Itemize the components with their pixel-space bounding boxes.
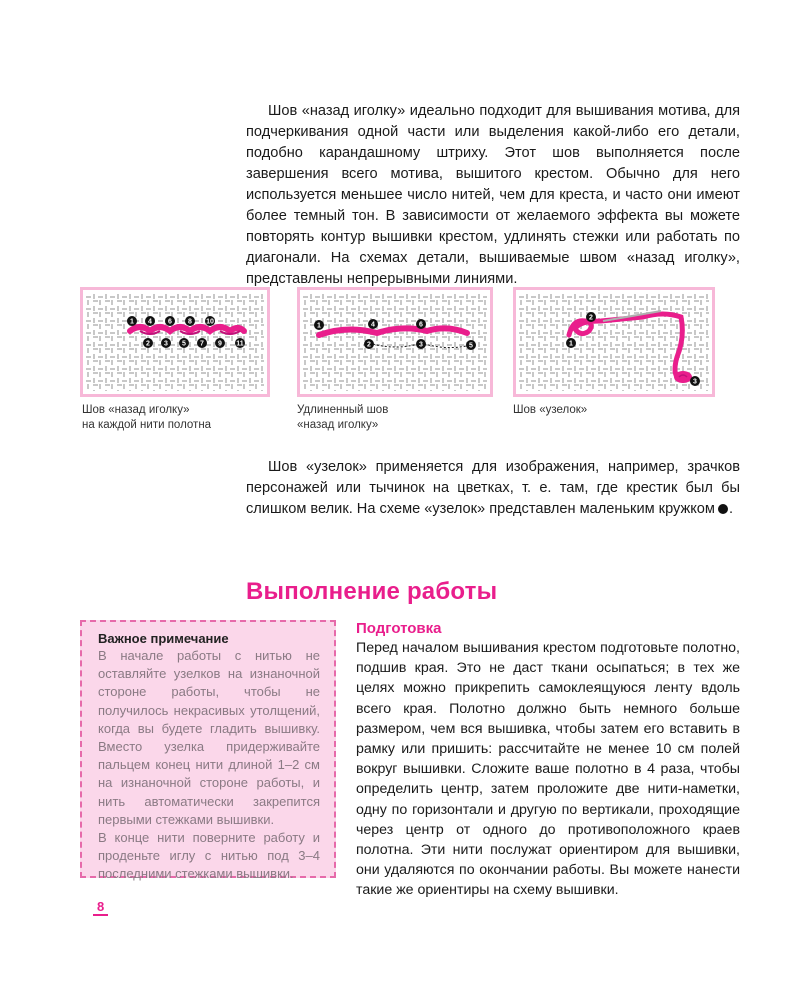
caption-french-knot: Шов «узелок» [513, 404, 588, 416]
marker-4 [368, 319, 378, 329]
note-paragraph: В конце нити поверните работу и проденьте иглу с нитью под 3–4 последними стежками вышивки. [98, 830, 320, 882]
preparation-text: Перед началом вышивания крестом подготовьте полотно, подшив края. Это не даст ткани осыпаться; в тех же целях можно прикрепить самоклеящуюся ленту вдоль всего края. Полотно должно быть немного больше размером, чем вся вышивка, чтобы затем его вставить в рамку или пришить: рассчитайте не менее 10 см полей вокруг вышивки. Сложите ваше полотно в 4 раза, чтобы определить центр, затем проложите две нити-наметки, одну по горизонтали и другую по вертикали, проходящие через центр от одного до противоположного краев полотна. Эти нити послужат ориентиром для вышивки, они удаляются по окончании работы. Вы можете нанести такие же ориентиры на схему вышивки. [356, 640, 740, 899]
svg-text:1: 1 [130, 318, 134, 326]
marker-top-4 [145, 316, 155, 326]
knot-symbol-icon [718, 504, 728, 514]
svg-text:2: 2 [146, 340, 150, 348]
svg-text:1: 1 [569, 340, 573, 348]
marker-top-8 [185, 316, 195, 326]
caption-long-backstitch: Удлиненный шов «назад иголку» [297, 404, 389, 431]
preparation-title: Подготовка [356, 620, 442, 637]
figure-backstitch [80, 287, 270, 397]
svg-text:9: 9 [218, 340, 222, 348]
svg-text:8: 8 [188, 318, 192, 326]
marker-bottom-7 [197, 338, 207, 348]
svg-text:11: 11 [236, 340, 244, 348]
svg-text:10: 10 [206, 318, 214, 326]
note-title: Важное примечание [98, 631, 229, 646]
marker-6 [416, 319, 426, 329]
intro-paragraph: Шов «назад иголку» идеально подходит для вышивания мотива, для подчеркивания одной части или выделения какой-либо его детали, подобно карандашному штриху. Этот шов выполняется после завершения всего мотива, вышитого крестом. Обычно для него используется меньшее число нитей, чем для креста, и часто они имеют более темный тон. В зависимости от желаемого эффекта вы можете повторять контур вышивки крестом, удлинять стежки или работать по диагонали. На схемах детали, вышиваемые швом «назад иголку», представлены непрерывными линиями. [246, 103, 740, 287]
marker-3 [416, 339, 426, 349]
svg-text:1: 1 [317, 322, 321, 330]
figure-long-backstitch [297, 287, 493, 397]
svg-text:3: 3 [164, 340, 168, 348]
svg-text:4: 4 [148, 318, 152, 326]
note-paragraph: В начале работы с нитью не оставляйте узелков на изнаночной стороне работы, чтобы не получилось некрасивых утолщений, когда вы будете гладить вышивку. Вместо узелка придерживайте пальцем конец нити длиной 1–2 см на изнаночной стороне работы, и нить автоматически закрепится первыми стежками вышивки. [98, 648, 320, 827]
svg-text:4: 4 [371, 321, 375, 329]
backstitch-thread [130, 327, 244, 331]
svg-text:2: 2 [589, 314, 593, 322]
marker-bottom-2 [143, 338, 153, 348]
svg-text:3: 3 [693, 378, 697, 386]
important-note-box [80, 620, 336, 882]
marker-top-1 [127, 316, 137, 326]
backstitch-diagram [80, 287, 270, 397]
marker-3 [690, 376, 700, 386]
marker-bottom-5 [179, 338, 189, 348]
marker-2 [364, 339, 374, 349]
marker-2 [586, 312, 596, 322]
marker-top-10 [205, 316, 215, 326]
svg-text:2: 2 [367, 341, 371, 349]
svg-text:3: 3 [419, 341, 423, 349]
svg-text:6: 6 [168, 318, 172, 326]
marker-bottom-11 [235, 338, 245, 348]
marker-1 [566, 338, 576, 348]
marker-5 [466, 340, 476, 350]
svg-text:7: 7 [200, 340, 204, 348]
caption-backstitch: Шов «назад иголку» на каждой нити полотна [82, 404, 212, 431]
marker-top-6 [165, 316, 175, 326]
marker-1 [314, 320, 324, 330]
page-number: 8 [93, 900, 108, 916]
marker-bottom-9 [215, 338, 225, 348]
figure-french-knot [513, 287, 715, 397]
section-title: Выполнение работы [246, 578, 498, 605]
svg-text:6: 6 [419, 321, 423, 329]
french-knot-diagram [513, 287, 715, 397]
svg-text:5: 5 [469, 342, 473, 350]
long-backstitch-diagram [297, 287, 493, 397]
marker-bottom-3 [161, 338, 171, 348]
knot-paragraph: Шов «узелок» применяется для изображения, например, зрачков персонажей или тычинок на цветках, т. е. там, где крестик был бы слишком велик. На схеме «узелок» представлен маленьким кружком . [246, 459, 740, 517]
svg-text:5: 5 [182, 340, 186, 348]
